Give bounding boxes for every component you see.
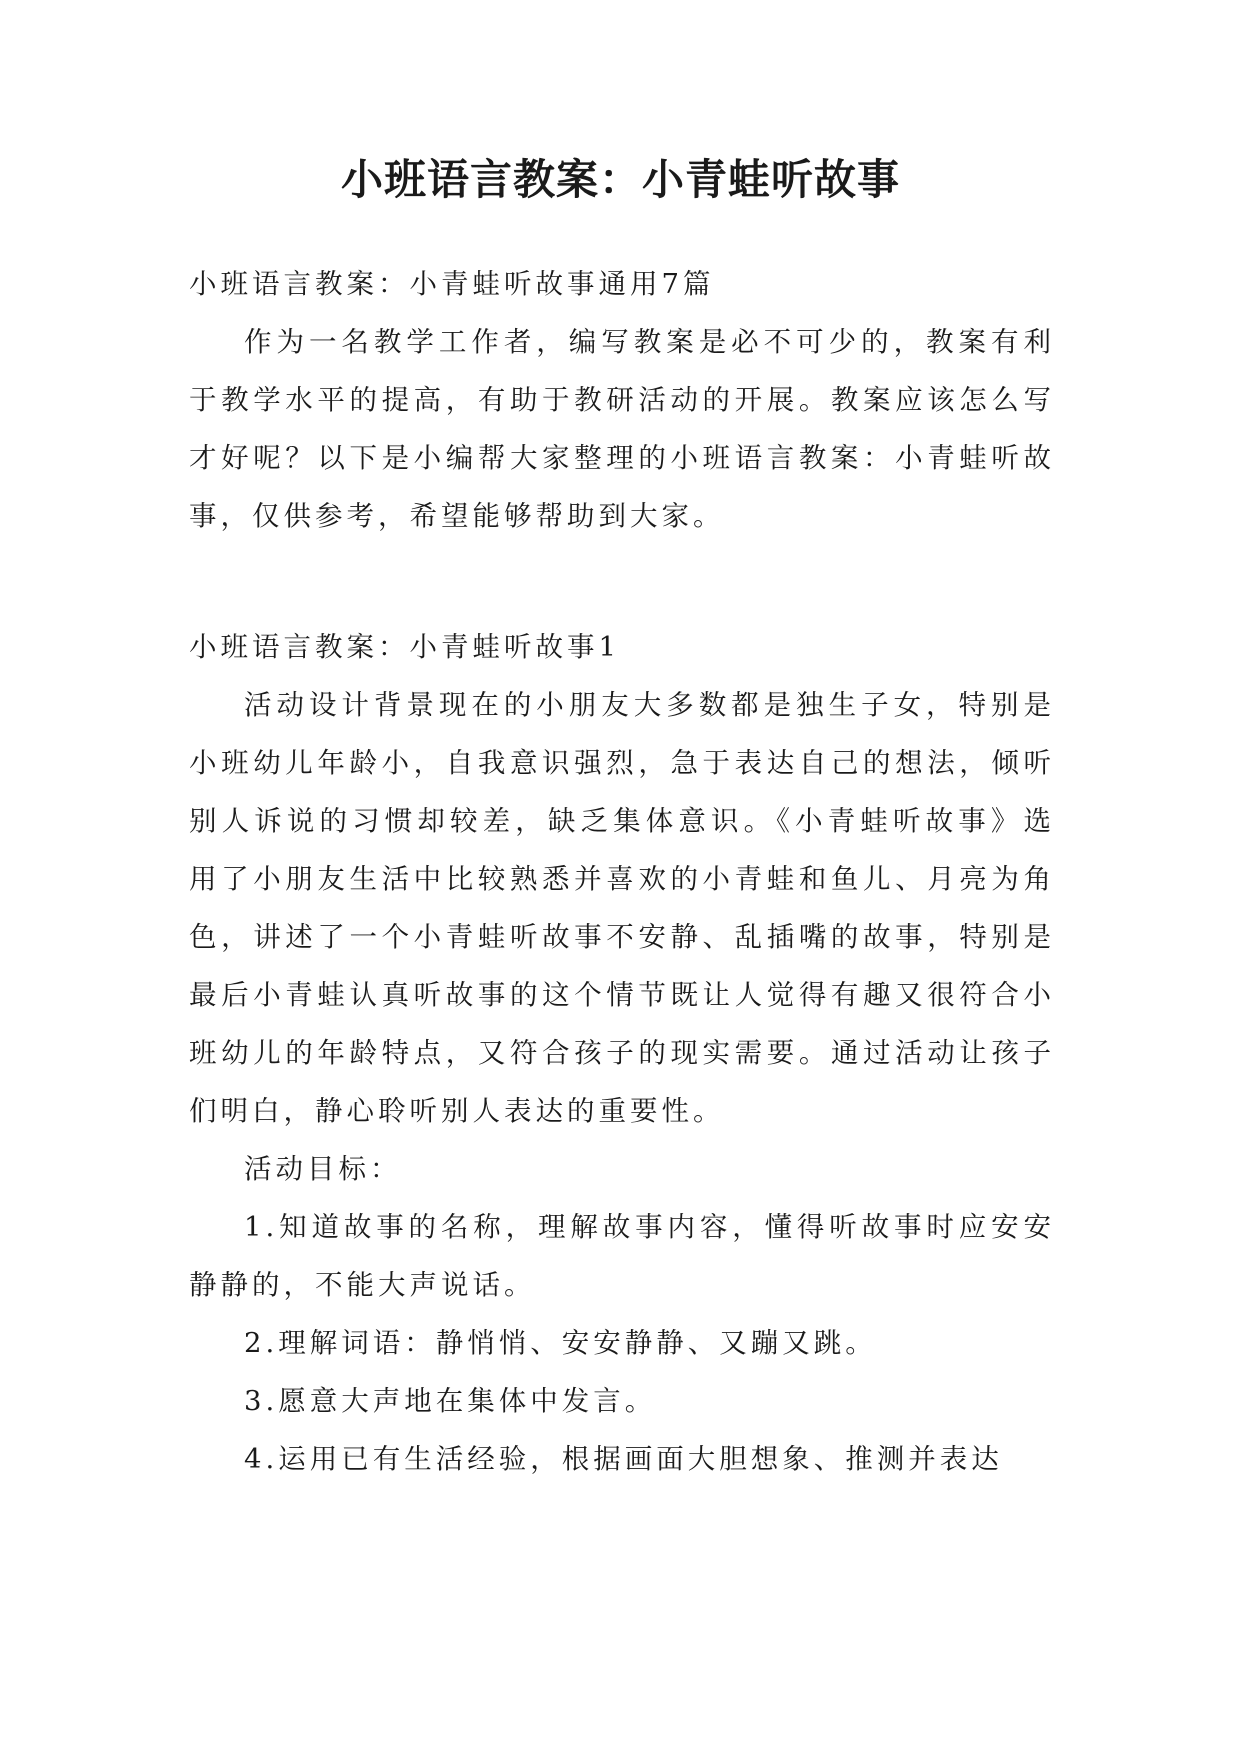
goal-item-3: 3.愿意大声地在集体中发言。 [244,1385,657,1417]
document-title: 小班语言教案：小青蛙听故事 [340,155,900,204]
goal-item-2: 2.理解词语：静悄悄、安安静静、又蹦又跳。 [244,1327,877,1359]
intro-paragraph: 作为一名教学工作者，编写教案是必不可少的，教案有利于教学水平的提高，有助于教研活动的开展。教案应该怎么写才好呢？以下是小编帮大家整理的小班语言教案：小青蛙听故事，仅供参考，希望能够帮助到大家。 [189,326,1055,532]
section-heading: 小班语言教案：小青蛙听故事1 [189,631,620,663]
goals-label: 活动目标： [244,1153,402,1185]
goal-item-1: 1.知道故事的名称，理解故事内容，懂得听故事时应安安静静的，不能大声说话。 [189,1211,1055,1301]
document-subtitle: 小班语言教案：小青蛙听故事通用7篇 [189,268,715,300]
background-paragraph: 活动设计背景现在的小朋友大多数都是独生子女，特别是小班幼儿年龄小，自我意识强烈，急于表达自己的想法，倾听别人诉说的习惯却较差，缺乏集体意识。《小青蛙听故事》选用了小朋友生活中比较熟悉并喜欢的小青蛙和鱼儿、月亮为角色，讲述了一个小青蛙听故事不安静、乱插嘴的故事，特别是最后小青蛙认真听故事的这个情节既让人觉得有趣又很符合小班幼儿的年龄特点，又符合孩子的现实需要。通过活动让孩子们明白，静心聆听别人表达的重要性。 [189,689,1055,1127]
goal-item-4: 4.运用已有生活经验，根据画面大胆想象、推测并表达 [244,1443,1003,1475]
